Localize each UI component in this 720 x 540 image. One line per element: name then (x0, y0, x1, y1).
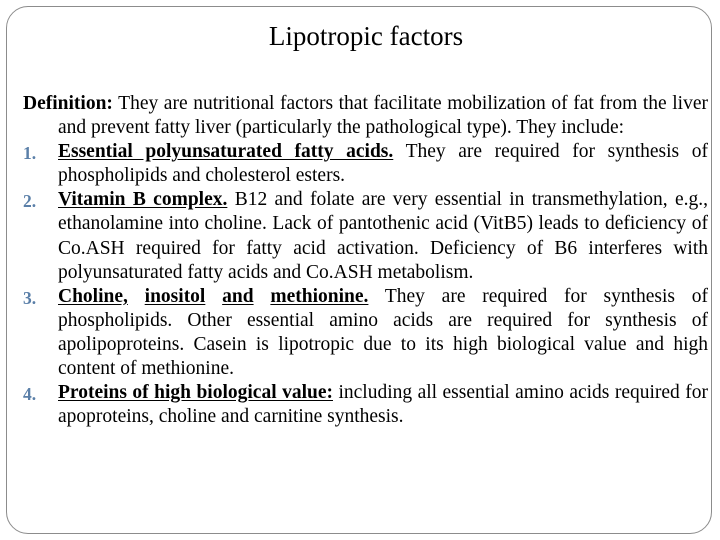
list-item-heading: Vitamin B complex. (58, 189, 228, 211)
list-item-text: They are required for synthesis of phospholipids and cholesterol esters. (58, 141, 709, 187)
definition-label: Definition: (23, 93, 113, 114)
list-item (23, 140, 708, 188)
list-item-heading-and: and (222, 285, 254, 307)
slide-body (23, 92, 708, 429)
list-item (23, 381, 708, 429)
list-item-heading: Essential polyunsaturated fatty acids. (58, 141, 394, 163)
list-item-heading-choline: Choline, (58, 285, 128, 307)
definition-text: They are nutritional factors that facilitate mobilization of fat from the liver and prevent fatty liver (particularly the pathological type). They include: (58, 93, 708, 139)
list-item-text: They are required for synthesis of phospholipids. Other essential amino acids are required for synthesis of apolipoproteins. Casein is lipotropic due to its high biological value and high content of methionine. (58, 285, 709, 380)
definition-paragraph (23, 92, 708, 140)
list-item (23, 285, 708, 381)
list-item-heading-methionine: methionine. (270, 285, 369, 307)
list-item-number: 4. (23, 384, 37, 405)
list-item-number: 1. (23, 143, 37, 164)
slide-title: Lipotropic factors (268, 21, 464, 51)
list-item-heading-inositol: inositol (144, 285, 206, 307)
list-item-heading: Proteins of high biological value: (58, 382, 333, 404)
list-item-text: B12 and folate are very essential in transmethylation, e.g., ethanolamine into choline. Lack of pantothenic acid (VitB5) leads to deficiency of Co.ASH required for fatty acid activation. Deficiency of B6 interferes with polyunsaturated fatty acids and Co.ASH metabolism. (58, 189, 708, 283)
list-item-number: 2. (23, 191, 37, 212)
list-item (23, 188, 708, 284)
list-item-text: including all essential amino acids required for apoproteins, choline and carnitine synthesis. (58, 382, 709, 428)
list-item-number: 3. (23, 287, 37, 308)
